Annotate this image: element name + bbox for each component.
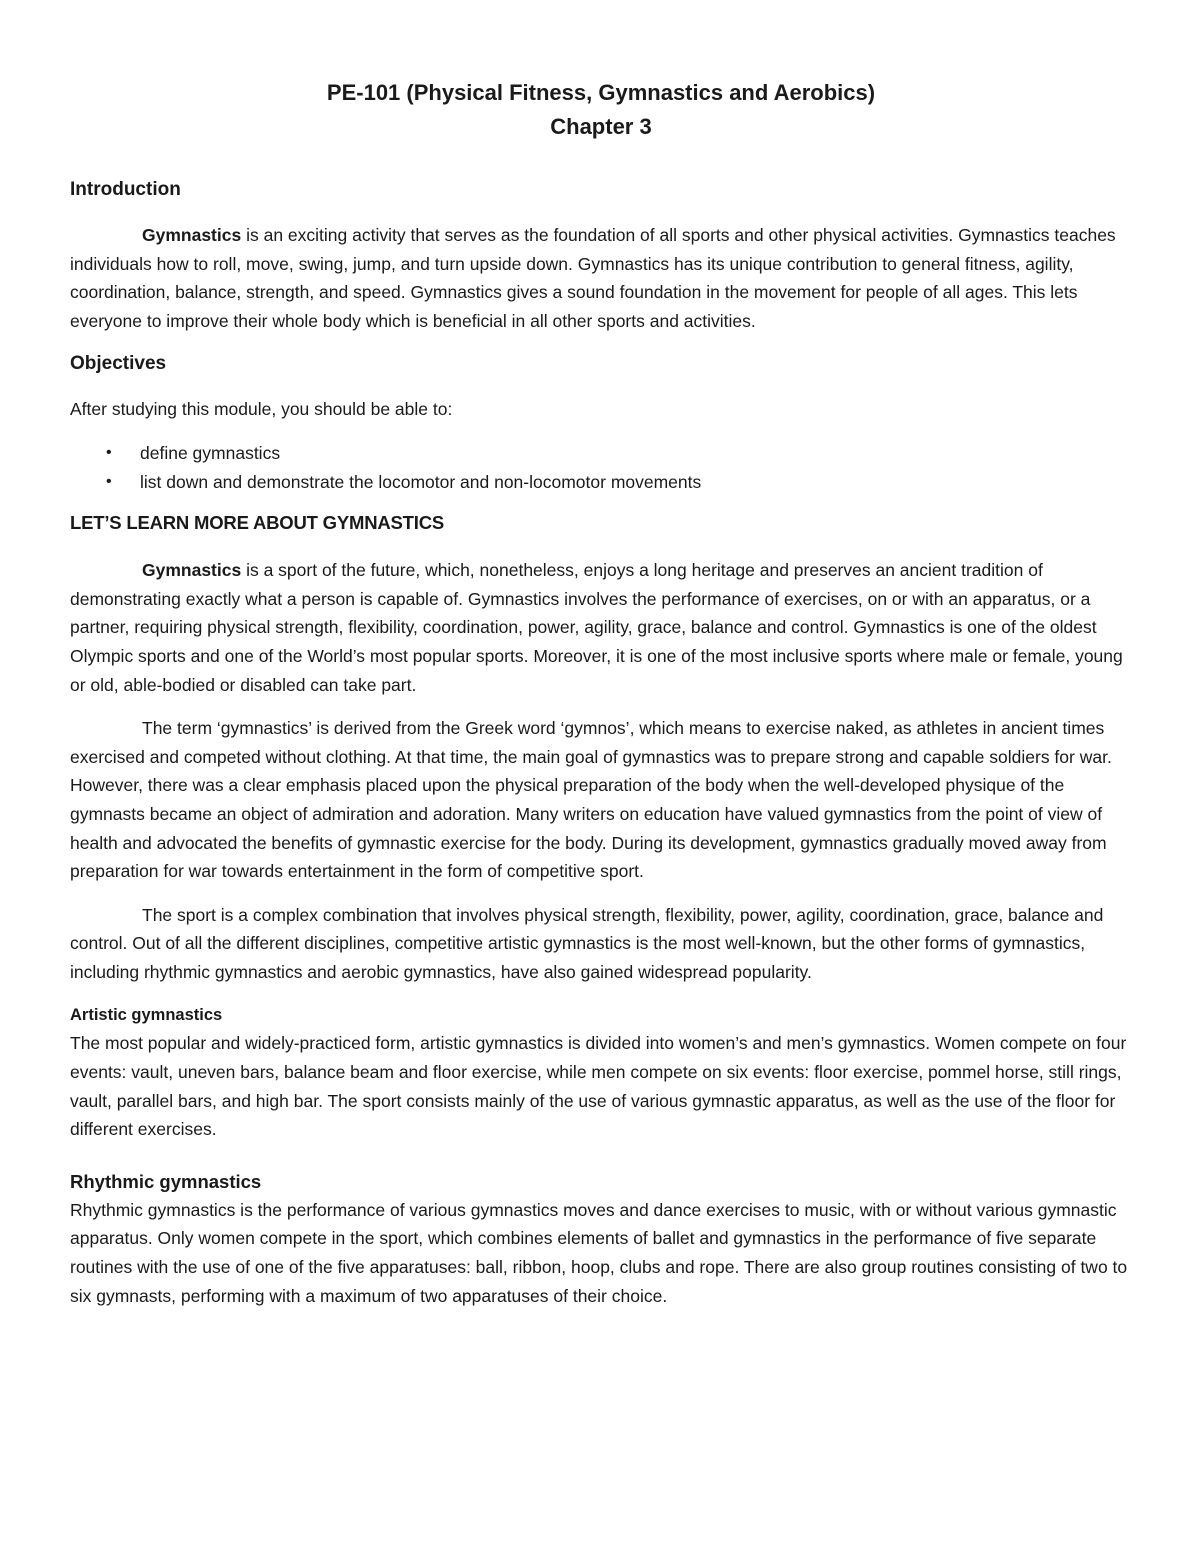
introduction-text: is an exciting activity that serves as the foundation of all sports and other physical activities. Gymnastics teaches individuals how to roll, move, swing, jump, and turn upside down. Gymnastics has its unique contribution to general fitness, agility, coordination, balance, strength, and speed. Gymnastics gives a sound foundation in the movement for people of all ages. This lets everyone to improve their whole body which is beneficial in all other sports and activities. xyxy=(70,225,1116,331)
artistic-heading: Artistic gymnastics xyxy=(70,1006,223,1025)
bullet-icon: • xyxy=(106,472,112,490)
learn-more-paragraph-3: The sport is a complex combination that involves physical strength, flexibility, power, agility, coordination, grace, balance and control. Out of all the different disciplines, competitive artistic gymnastics is the most well-known, but the other forms of gymnastics, including rhythmic gymnastics and aerobic gymnastics, have also gained widespread popularity. xyxy=(70,904,1104,982)
introduction-paragraph xyxy=(70,221,1132,335)
objectives-list xyxy=(70,439,1132,496)
learn-more-paragraph-1: Gymnastics is a sport of the future, which, nonetheless, enjoys a long heritage and preserves an ancient tradition of demonstrating exactly what a person is capable of. Gymnastics involves the performance of exercises, on or with an apparatus, or a partner, requiring physical strength, flexibility, coordination, power, agility, grace, balance and control. Gymnastics is one of the oldest Olympic sports and one of the World’s most popular sports. Moreover, it is one of the most inclusive sports where male or female, young or old, able-bodied or disabled can take part. xyxy=(70,560,1123,695)
introduction-heading: Introduction xyxy=(70,179,181,200)
learn-more-lead: Gymnastics xyxy=(142,560,242,581)
bullet-icon: • xyxy=(106,443,112,461)
learn-more-heading: LET’S LEARN MORE ABOUT GYMNASTICS xyxy=(70,512,445,534)
objectives-heading: Objectives xyxy=(70,353,167,375)
rhythmic-paragraph: Rhythmic gymnastics is the performance of various gymnastics moves and dance exercises to music, with or without various gymnastic apparatus. Only women compete in the sport, which combines elements of ballet and gymnastics in the performance of five separate routines with the use of one of the five apparatuses: ball, ribbon, hoop, clubs and rope. There are also group routines consisting of two to six gymnasts, performing with a maximum of two apparatuses of their choice. xyxy=(70,1199,1128,1306)
list-item: • define gymnastics xyxy=(106,439,1132,468)
chapter-label: Chapter 3 xyxy=(550,114,652,139)
introduction-lead: Gymnastics xyxy=(142,225,242,245)
objectives-intro: After studying this module, you should be able to: xyxy=(70,399,453,420)
list-item: • list down and demonstrate the locomotor and non-locomotor movements xyxy=(106,468,1132,497)
document-title: PE-101 (Physical Fitness, Gymnastics and Aerobics) xyxy=(326,80,876,105)
document-page xyxy=(70,70,1132,1310)
rhythmic-heading: Rhythmic gymnastics xyxy=(70,1170,262,1192)
title-block xyxy=(70,76,1132,144)
learn-more-paragraph-2: The term ‘gymnastics’ is derived from the Greek word ‘gymnos’, which means to exercise naked, as athletes in ancient times exercised and competed without clothing. At that time, the main goal of gymnastics was to prepare strong and capable soldiers for war. However, there was a clear emphasis placed upon the physical preparation of the body when the well-developed physique of the gymnasts became an object of admiration and adoration. Many writers on education have valued gymnastics from the point of view of health and advocated the benefits of gymnastic exercise for the body. During its development, gymnastics gradually moved away from preparation for war towards entertainment in the form of competitive sport. xyxy=(70,718,1112,882)
artistic-paragraph: The most popular and widely-practiced form, artistic gymnastics is divided into women’s and men’s gymnastics. Women compete on four events: vault, uneven bars, balance beam and floor exercise, while men compete on six events: floor exercise, pommel horse, still rings, vault, parallel bars, and high bar. The sport consists mainly of the use of various gymnastic apparatus, as well as the use of the floor for different exercises. xyxy=(70,1033,1127,1140)
